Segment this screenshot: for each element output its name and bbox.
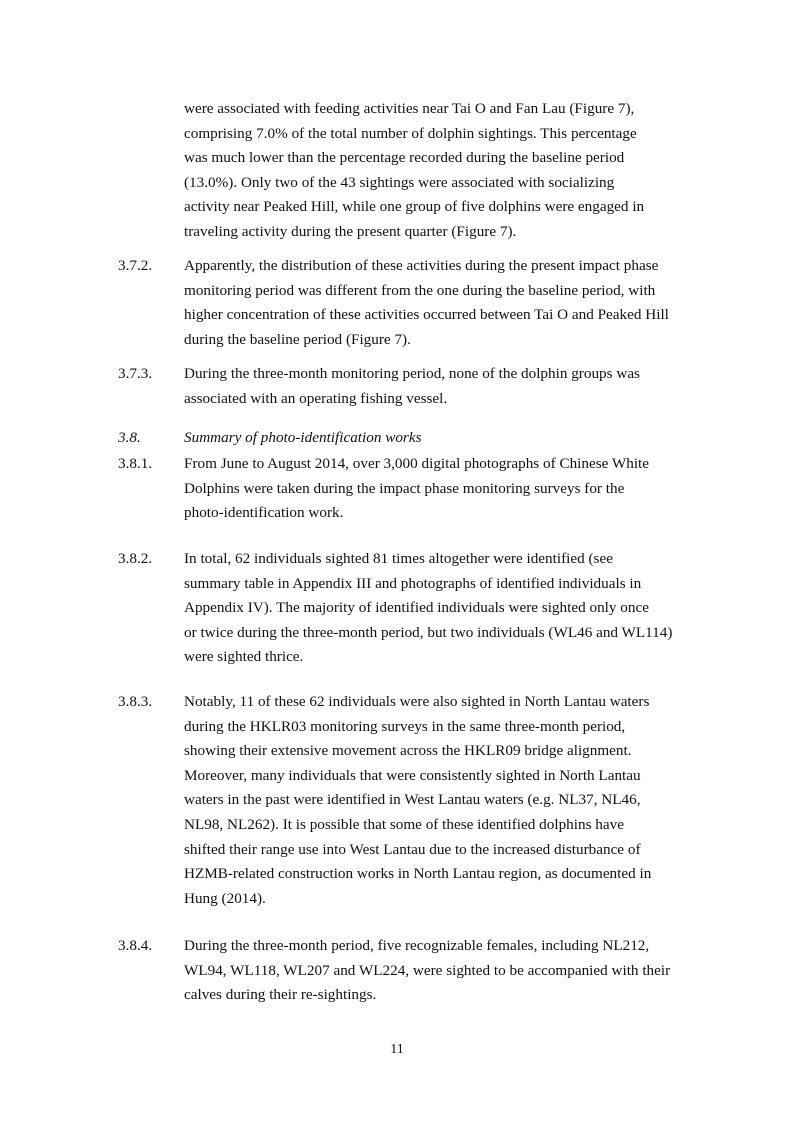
text-line: From June to August 2014, over 3,000 digital photographs of Chinese White (184, 455, 650, 472)
text-line: or twice during the three-month period, but two individuals (WL46 and WL114) (184, 623, 673, 641)
text-line: Hung (2014). (184, 889, 266, 907)
section-number: 3.8. (118, 429, 141, 446)
text-line: In total, 62 individuals sighted 81 times altogether were identified (see (184, 550, 613, 567)
paragraph-text (184, 547, 704, 670)
text-line: Dolphins were taken during the impact phase monitoring surveys for the (184, 479, 625, 497)
text-line: associated with an operating fishing vessel. (184, 389, 448, 407)
text-line: During the three-month period, five recognizable females, including NL212, (184, 937, 650, 954)
paragraph-text (184, 690, 704, 911)
text-line: Notably, 11 of these 62 individuals were also sighted in North Lantau waters (184, 693, 650, 710)
paragraph-text (184, 452, 704, 526)
text-line: comprising 7.0% of the total number of dolphin sightings. This percentage (184, 124, 637, 142)
text-line: higher concentration of these activities occurred between Tai O and Peaked Hill (184, 306, 669, 324)
text-line: showing their extensive movement across the HKLR09 bridge alignment. (184, 742, 632, 760)
text-line: activity near Peaked Hill, while one group of five dolphins were engaged in (184, 198, 645, 216)
text-line: HZMB-related construction works in North Lantau region, as documented in (184, 865, 652, 883)
paragraph-number: 3.8.3. (118, 693, 153, 710)
text-line: summary table in Appendix III and photographs of identified individuals in (184, 574, 642, 592)
paragraph-text (184, 362, 704, 411)
paragraph-number: 3.7.3. (118, 365, 153, 382)
text-line: during the HKLR03 monitoring surveys in the same three-month period, (184, 717, 626, 735)
text-line: were sighted thrice. (184, 648, 304, 666)
text-line: Moreover, many individuals that were consistently sighted in North Lantau (184, 766, 641, 784)
text-line: photo-identification work. (184, 504, 344, 522)
paragraph-number: 3.8.2. (118, 550, 153, 567)
text-line: shifted their range use into West Lantau due to the increased disturbance of (184, 840, 641, 858)
paragraph-number: 3.8.1. (118, 455, 153, 472)
text-line: waters in the past were identified in West Lantau waters (e.g. NL37, NL46, (184, 791, 641, 809)
text-line: was much lower than the percentage recorded during the baseline period (184, 149, 625, 167)
text-line: calves during their re-sightings. (184, 986, 377, 1004)
text-line: WL94, WL118, WL207 and WL224, were sighted to be accompanied with their (184, 961, 671, 979)
text-line: (13.0%). Only two of the 43 sightings were associated with socializing (184, 173, 615, 191)
paragraph-number: 3.7.2. (118, 257, 153, 274)
text-line: monitoring period was different from the one during the baseline period, with (184, 281, 656, 299)
paragraph-number: 3.8.4. (118, 937, 153, 954)
paragraph-text (184, 254, 704, 352)
text-line: traveling activity during the present quarter (Figure 7). (184, 222, 517, 240)
text-line: were associated with feeding activities near Tai O and Fan Lau (Figure 7), (184, 100, 635, 117)
paragraph-text (184, 934, 704, 1008)
text-line: During the three-month monitoring period, none of the dolphin groups was (184, 365, 640, 382)
paragraph-text (184, 97, 704, 245)
text-line: during the baseline period (Figure 7). (184, 330, 411, 348)
text-line: Apparently, the distribution of these activities during the present impact phase (184, 257, 659, 274)
section-title: Summary of photo-identification works (184, 429, 422, 446)
page-number: 11 (390, 1042, 404, 1057)
text-line: NL98, NL262). It is possible that some of these identified dolphins have (184, 815, 624, 833)
text-line: Appendix IV). The majority of identified individuals were sighted only once (184, 599, 649, 617)
